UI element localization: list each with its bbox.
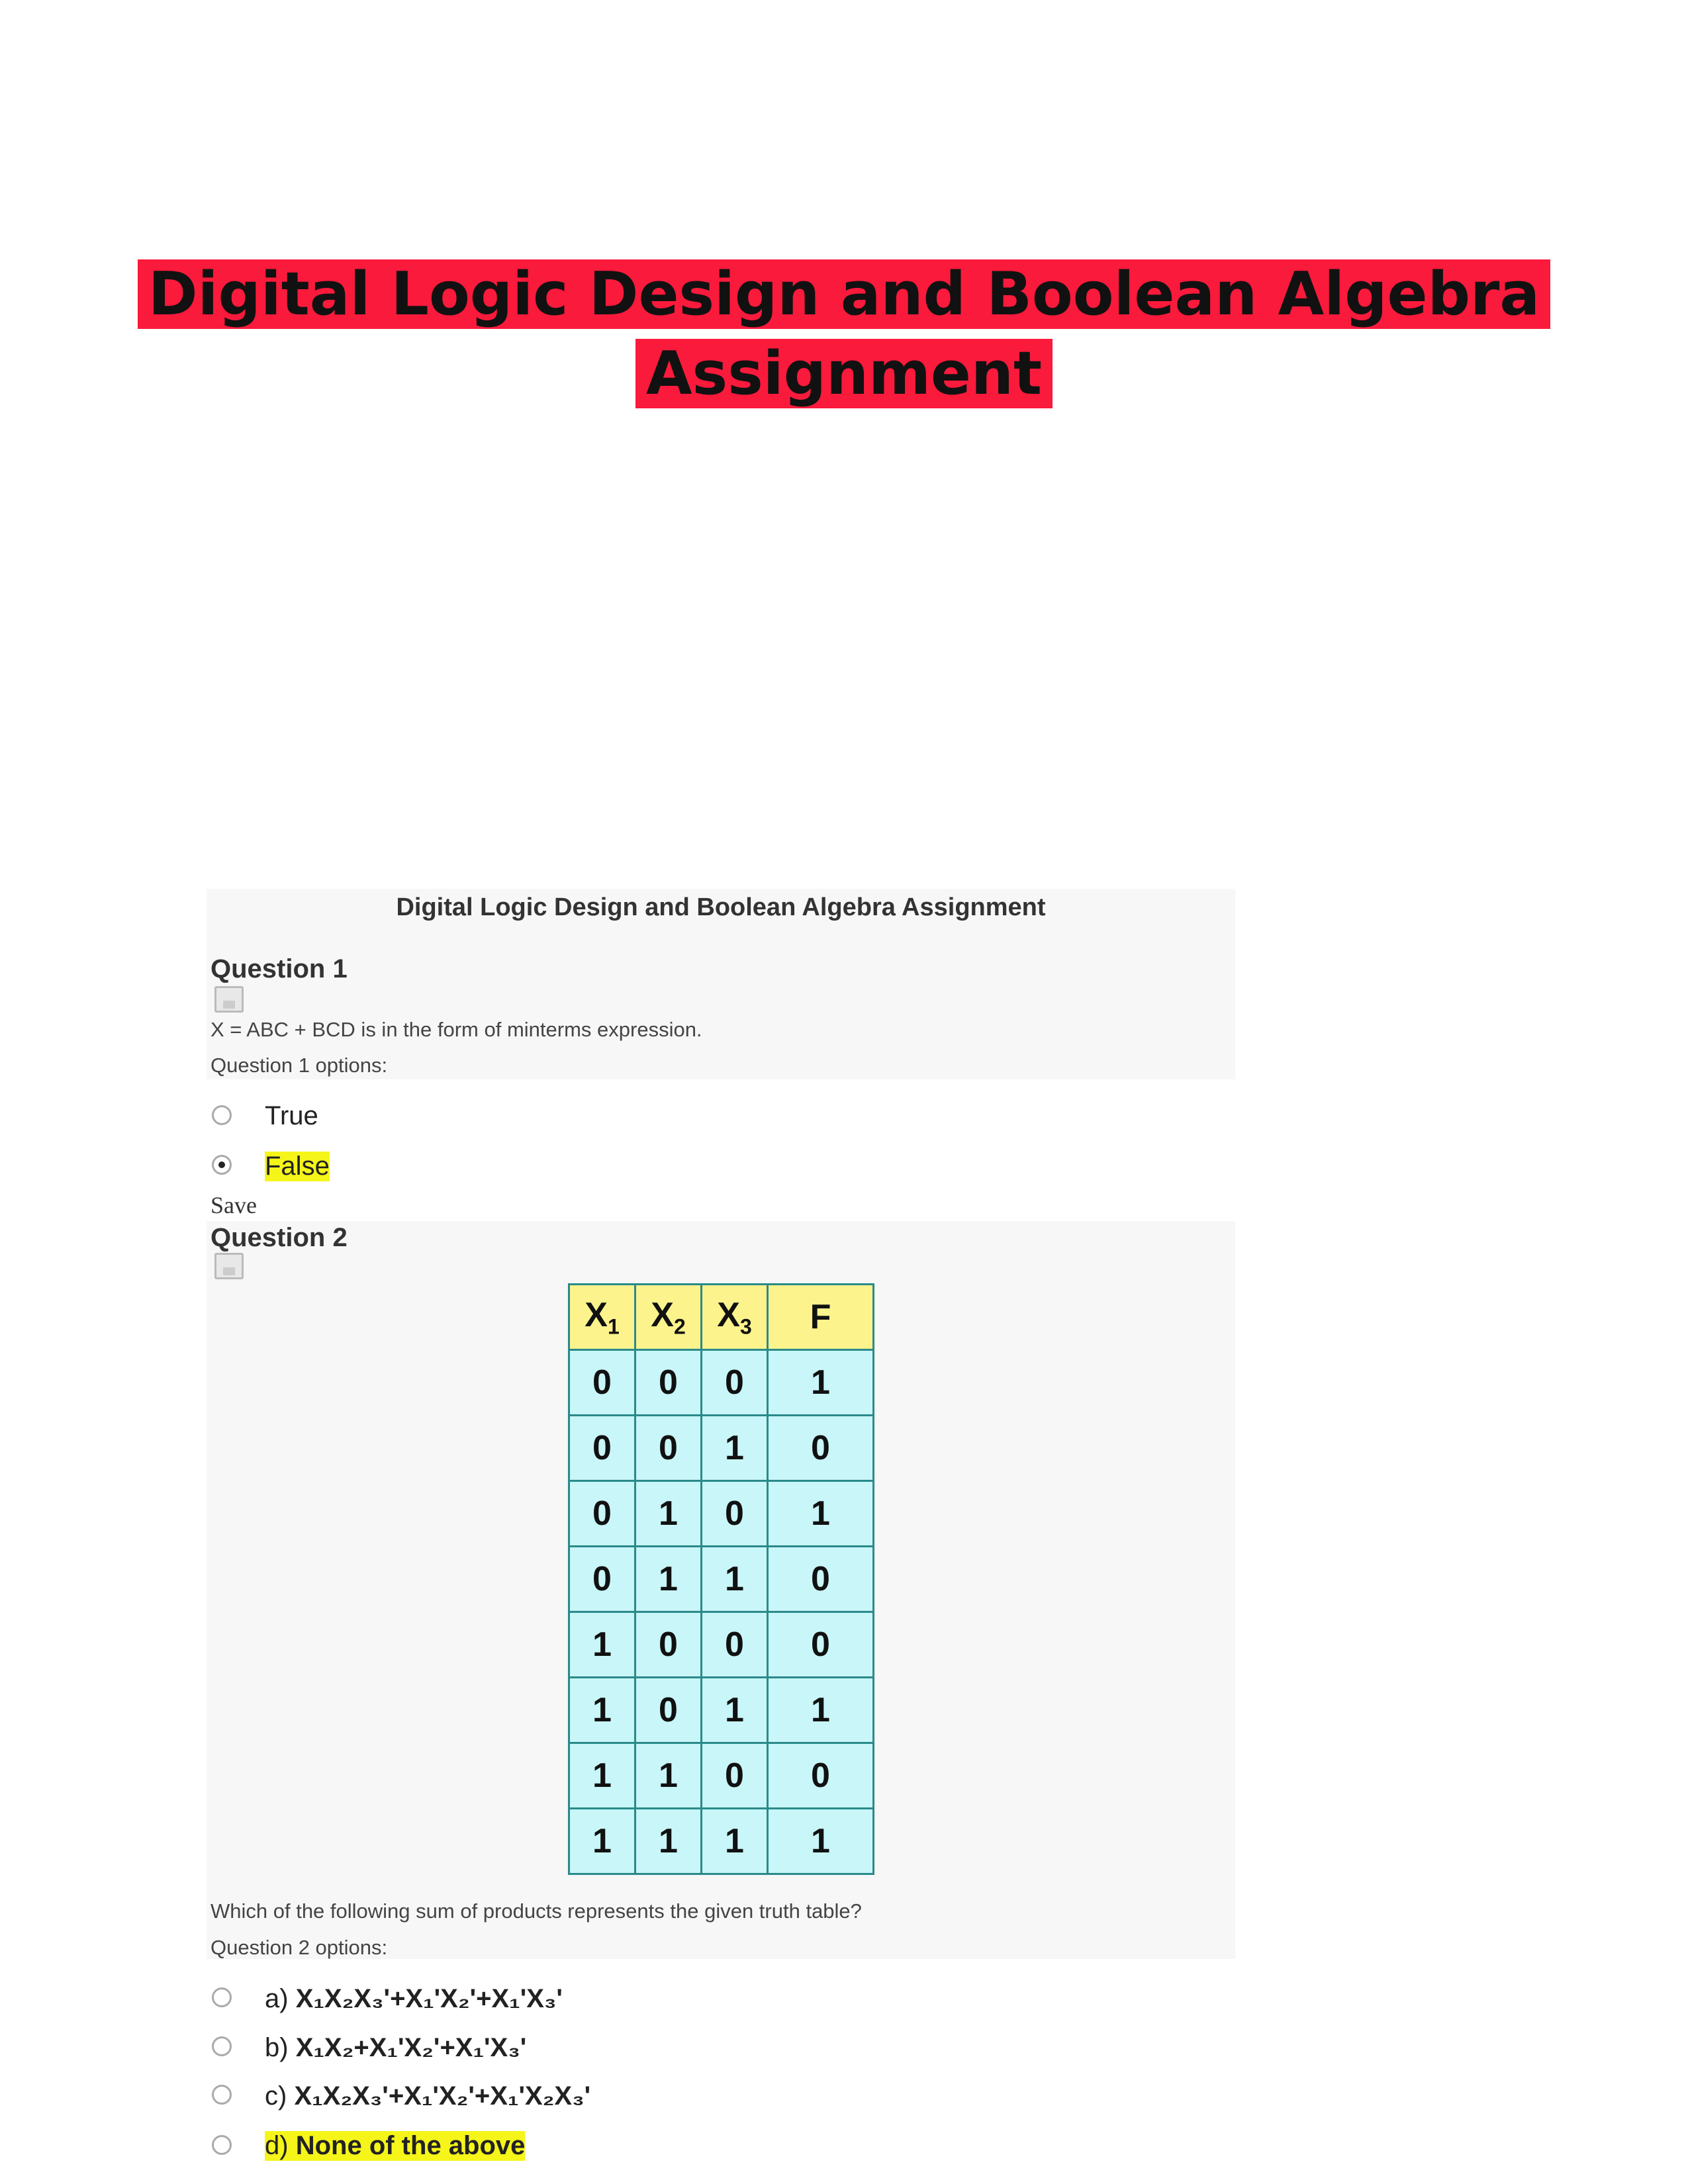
header-f: F [768,1285,874,1350]
radio-false[interactable] [212,1155,232,1175]
table-cell: 1 [635,1743,702,1809]
table-cell: 0 [569,1547,635,1612]
option-d-label[interactable]: d) None of the above [265,2131,526,2160]
option-a-label[interactable]: a) X₁X₂X₃'+X₁'X₂'+X₁'X₃' [265,1984,563,2013]
table-cell: 1 [569,1809,635,1874]
table-cell: 0 [635,1416,702,1481]
table-cell: 0 [768,1612,874,1678]
table-cell: 1 [702,1416,768,1481]
question1-text: X = ABC + BCD is in the form of minterms expression. [211,1018,702,1041]
table-row [569,1678,874,1743]
radio-option-b[interactable] [212,2036,232,2056]
radio-option-c[interactable] [212,2085,232,2105]
radio-true[interactable] [212,1105,232,1125]
table-cell: 1 [768,1809,874,1874]
table-cell: 1 [702,1809,768,1874]
save-link[interactable]: Save [211,1192,257,1218]
radio-option-d[interactable] [212,2135,232,2155]
table-cell: 1 [702,1678,768,1743]
table-cell: 0 [569,1481,635,1547]
header-x2: $X_2$ [635,1285,702,1350]
table-cell: 0 [768,1743,874,1809]
question2-options-label: Question 2 options: [211,1936,388,1959]
table-row [569,1481,874,1547]
table-cell: 0 [635,1350,702,1416]
table-cell: 0 [635,1612,702,1678]
save-icon[interactable] [214,1253,244,1279]
option-b-label[interactable]: b) X₁X₂+X₁'X₂'+X₁'X₃' [265,2033,527,2062]
header-x1: $X_1$ [569,1285,635,1350]
table-cell: 1 [635,1547,702,1612]
table-cell: 1 [768,1350,874,1416]
option-c-label[interactable]: c) X₁X₂X₃'+X₁'X₂'+X₁'X₂X₃' [265,2081,591,2111]
table-row [569,1547,874,1612]
table-cell: 1 [702,1547,768,1612]
question2-heading: Question 2 [211,1223,348,1252]
table-row [569,1809,874,1874]
table-cell: 1 [569,1678,635,1743]
question1-heading: Question 1 [211,954,348,983]
question2-text: Which of the following sum of products represents the given truth table? [211,1899,862,1923]
assignment-header: Digital Logic Design and Boolean Algebra Assignment [396,893,1046,921]
table-row [569,1350,874,1416]
radio-option-a[interactable] [212,1987,232,2007]
table-cell: 0 [702,1743,768,1809]
table-cell: 0 [635,1678,702,1743]
table-cell: 0 [768,1416,874,1481]
table-row [569,1416,874,1481]
table-cell: 1 [569,1612,635,1678]
table-cell: 0 [569,1416,635,1481]
document-title: Digital Logic Design and Boolean Algebra Assignment [0,255,1688,414]
table-cell: 1 [635,1809,702,1874]
table-row [569,1743,874,1809]
table-cell: 0 [569,1350,635,1416]
table-row [569,1612,874,1678]
table-cell: 0 [702,1481,768,1547]
table-cell: 1 [768,1678,874,1743]
table-cell: 1 [569,1743,635,1809]
table-header-row [569,1285,874,1350]
truth-table [568,1283,874,1875]
question1-options-label: Question 1 options: [211,1054,388,1077]
table-cell: 0 [702,1350,768,1416]
header-x3: $X_3$ [702,1285,768,1350]
save-icon[interactable] [214,986,244,1013]
table-cell: 1 [768,1481,874,1547]
table-cell: 1 [635,1481,702,1547]
option-true-label[interactable]: True [265,1101,318,1130]
table-cell: 0 [702,1612,768,1678]
table-cell: 0 [768,1547,874,1612]
option-false-label[interactable]: False [265,1152,330,1181]
